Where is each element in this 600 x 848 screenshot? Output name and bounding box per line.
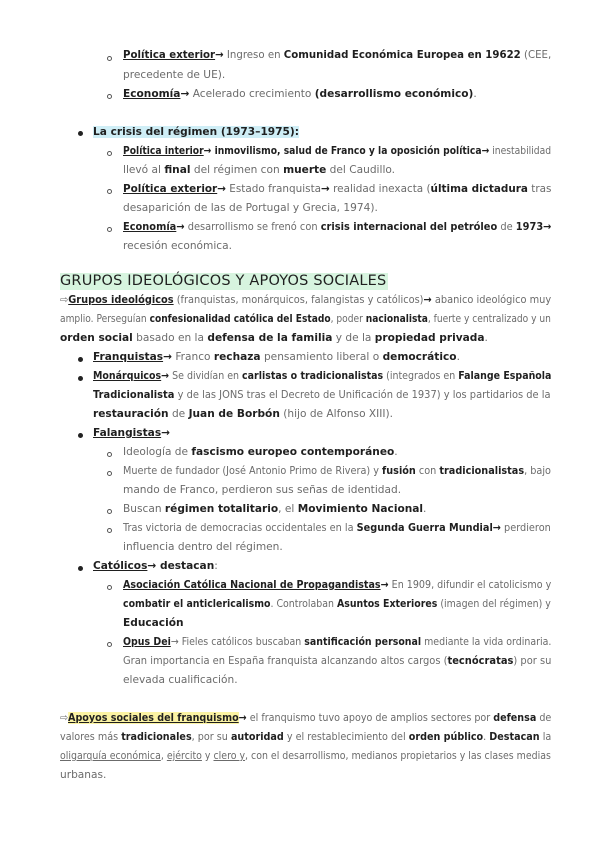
falangistas-item-2: Muerte de fundador (José Antonio Primo de Rivera) y fusión con tradicionalistas, bajo xyxy=(123,465,551,477)
falangistas-item-2-line2: mando de Franco, perdieron sus señas de identidad. xyxy=(123,484,402,496)
item-acnp-line2: combatir el anticlericalismo. Controlaban Asuntos Exteriores (imagen del régimen) y xyxy=(123,598,551,610)
item-franquistas: Franquistas→ Franco rechaza pensamiento liberal o democrático. xyxy=(93,351,460,363)
crisis-heading: La crisis del régimen (1973–1975): xyxy=(93,126,300,138)
item-politica-interior: Política interior→ inmovilismo, salud de Franco y la oposición política→ inestabilidad xyxy=(123,145,552,157)
item-acnp: Asociación Católica Nacional de Propagandistas→ En 1909, difundir el catolicismo y xyxy=(123,579,552,591)
item-economia-2: Economía→ desarrollismo se frenó con crisis internacional del petróleo de 1973→ xyxy=(123,221,552,233)
circle-bullet-icon xyxy=(107,227,112,232)
item-politica-exterior-2-line2: desaparición de las de Portugal y Grecia, 1974). xyxy=(123,202,378,214)
item-politica-exterior-2: Política exterior→ Estado franquista→ realidad inexacta (última dictadura tras xyxy=(123,183,552,195)
disc-bullet-icon xyxy=(78,376,83,381)
circle-bullet-icon xyxy=(107,452,112,457)
circle-bullet-icon xyxy=(107,528,112,533)
grupos-paragraph-line3: orden social basado en la defensa de la familia y de la propiedad privada. xyxy=(60,332,488,344)
apoyos-paragraph-line1: ⇨Apoyos sociales del franquismo→ el franquismo tuvo apoyo de amplios sectores por defensa de xyxy=(60,712,552,724)
item-politica-exterior-1: Política exterior→ Ingreso en Comunidad Económica Europea en 19622 (CEE, xyxy=(123,49,552,61)
item-monarquicos-line2: Tradicionalista y de las JONS tras el Decreto de Unificación de 1937) y los partidarios de la xyxy=(93,389,551,401)
circle-bullet-icon xyxy=(107,509,112,514)
apoyos-paragraph-line4: urbanas. xyxy=(60,769,107,781)
falangistas-item-4: Tras victoria de democracias occidentales en la Segunda Guerra Mundial→ perdieron xyxy=(123,522,551,534)
disc-bullet-icon xyxy=(78,357,83,362)
item-catolicos: Católicos→ destacan: xyxy=(93,560,218,572)
circle-bullet-icon xyxy=(107,189,112,194)
falangistas-item-3: Buscan régimen totalitario, el Movimiento Nacional. xyxy=(123,503,427,515)
circle-bullet-icon xyxy=(107,94,112,99)
item-monarquicos: Monárquicos→ Se dividían en carlistas o tradicionalistas (integrados en Falange Española xyxy=(93,370,552,382)
circle-bullet-icon xyxy=(107,151,112,156)
disc-bullet-icon xyxy=(78,566,83,571)
circle-bullet-icon xyxy=(107,642,112,647)
circle-bullet-icon xyxy=(107,585,112,590)
apoyos-paragraph-line3: oligarquía económica, ejército y clero y, con el desarrollismo, medianos propietarios y las clases medias xyxy=(60,750,551,762)
item-politica-interior-line2: llevó al final del régimen con muerte del Caudillo. xyxy=(123,164,396,176)
apoyos-paragraph-line2: valores más tradicionales, por su autoridad y el restablecimiento del orden público. Destacan la xyxy=(60,731,552,743)
grupos-paragraph-line2: amplio. Perseguían confesionalidad católica del Estado, poder nacionalista, fuerte y centralizado y un xyxy=(60,313,551,325)
item-economia-1: Economía→ Acelerado crecimiento (desarrollismo económico). xyxy=(123,88,477,100)
item-opus-dei-line3: elevada cualificación. xyxy=(123,674,238,686)
disc-bullet-icon xyxy=(78,433,83,438)
item-economia-2-line2: recesión económica. xyxy=(123,240,232,252)
item-acnp-line3: Educación xyxy=(123,617,184,629)
item-falangistas: Falangistas→ xyxy=(93,427,171,439)
falangistas-item-4-line2: influencia dentro del régimen. xyxy=(123,541,283,553)
section-title: GRUPOS IDEOLÓGICOS Y APOYOS SOCIALES xyxy=(60,273,387,289)
circle-bullet-icon xyxy=(107,471,112,476)
item-monarquicos-line3: restauración de Juan de Borbón (hijo de Alfonso XIII). xyxy=(93,408,394,420)
circle-bullet-icon xyxy=(107,56,112,61)
item-opus-dei: Opus Dei→ Fieles católicos buscaban santificación personal mediante la vida ordinaria. xyxy=(123,636,552,648)
falangistas-item-1: Ideología de fascismo europeo contemporáneo. xyxy=(123,446,398,458)
disc-bullet-icon xyxy=(78,131,83,136)
grupos-paragraph-line1: ⇨Grupos ideológicos (franquistas, monárquicos, falangistas y católicos)→ abanico ideológico muy xyxy=(60,294,552,306)
item-politica-exterior-1-line2: precedente de UE). xyxy=(123,69,226,81)
item-opus-dei-line2: Gran importancia en España franquista alcanzando altos cargos (tecnócratas) por su xyxy=(123,655,552,667)
